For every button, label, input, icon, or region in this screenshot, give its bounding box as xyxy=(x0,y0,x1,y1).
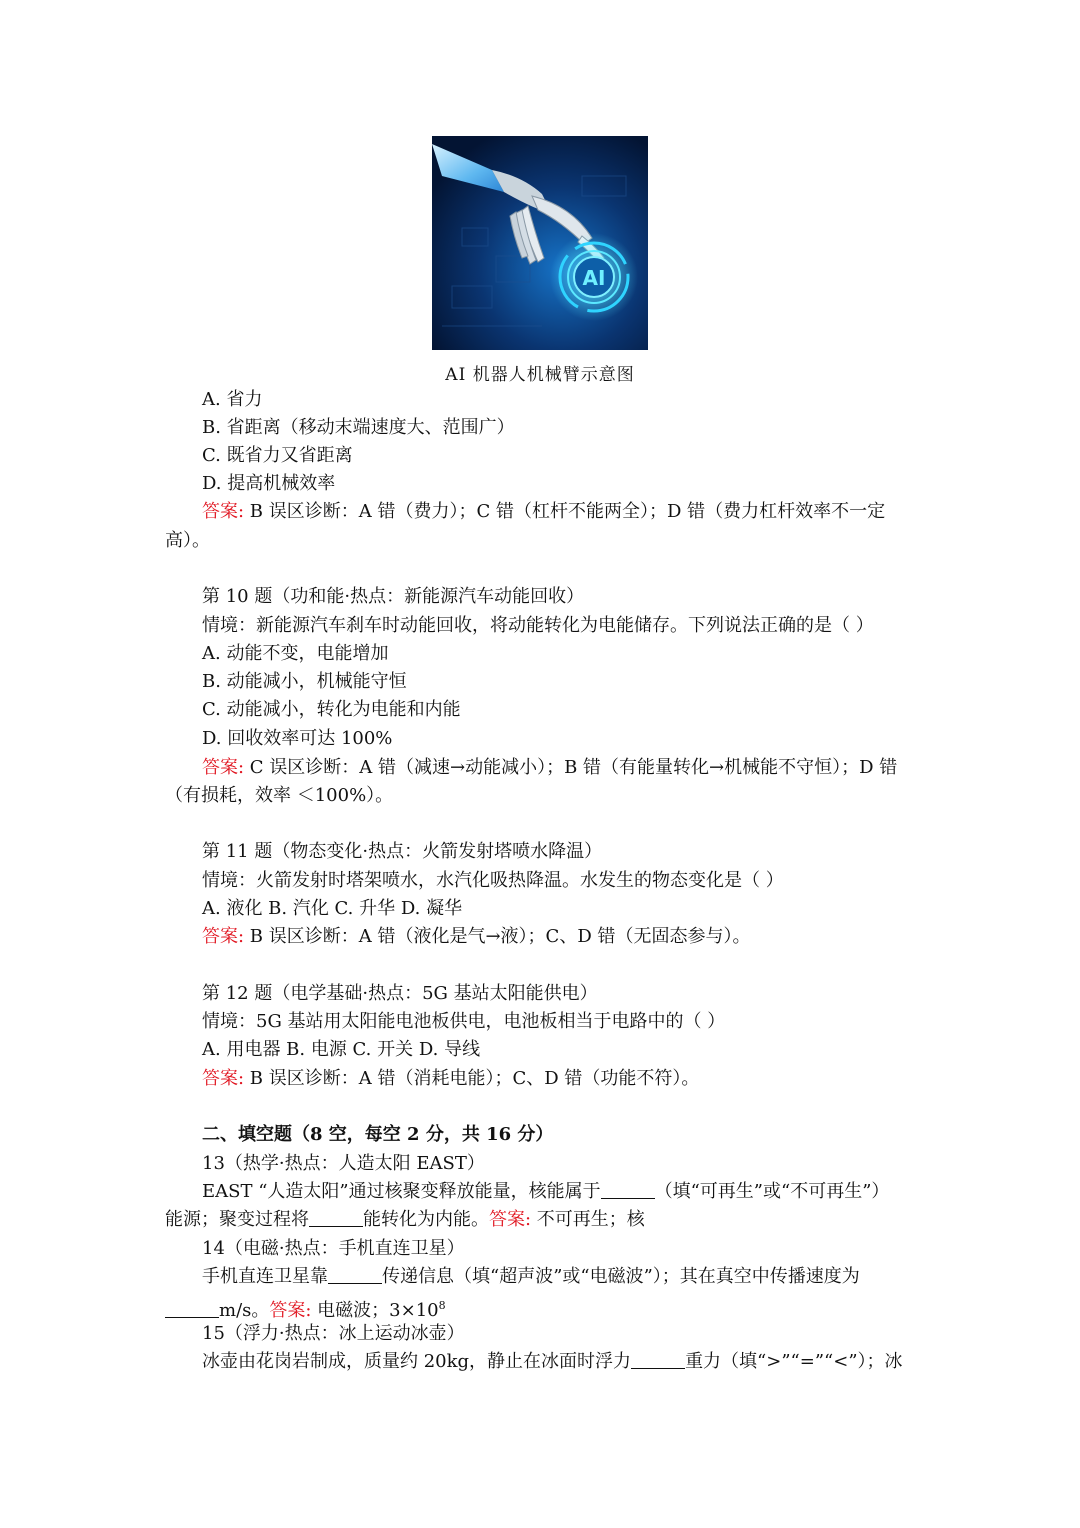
q9-option-b: B. 省距离（移动末端速度大、范围广） xyxy=(202,417,515,438)
q11-stem: 情境：火箭发射时塔架喷水，水汽化吸热降温。水发生的物态变化是（ ） xyxy=(202,870,784,891)
ai-badge-text: AI xyxy=(582,266,606,290)
q15-text: 重力（填“>”“=”“<”）；冰 xyxy=(685,1351,903,1372)
fill-blank xyxy=(328,1265,382,1284)
q9-option-d: D. 提高机械效率 xyxy=(202,473,336,494)
answer-label: 答案: xyxy=(202,757,245,778)
q10-option-a: A. 动能不变，电能增加 xyxy=(202,643,389,664)
q15-title: 15（浮力·热点：冰上运动冰壶） xyxy=(202,1323,465,1344)
q13-text: 能源；聚变过程将 xyxy=(165,1209,309,1230)
q14-title: 14（电磁·热点：手机直连卫星） xyxy=(202,1238,465,1259)
answer-label: 答案: xyxy=(202,1068,245,1089)
fill-blank xyxy=(601,1180,655,1199)
q10-title: 第 10 题（功和能·热点：新能源汽车动能回收） xyxy=(202,586,585,607)
q10-stem: 情境：新能源汽车刹车时动能回收，将动能转化为电能储存。下列说法正确的是（ ） xyxy=(202,615,874,636)
q14-text: m/s。 xyxy=(219,1300,270,1321)
q13-line-2 xyxy=(165,1206,645,1234)
q12-answer-text: B 误区诊断：A 错（消耗电能）；C、D 错（功能不符）。 xyxy=(244,1068,700,1089)
q13-title: 13（热学·热点：人造太阳 EAST） xyxy=(202,1153,485,1174)
q12-options: A. 用电器 B. 电源 C. 开关 D. 导线 xyxy=(202,1039,481,1060)
q11-answer-text: B 误区诊断：A 错（液化是气→液）；C、D 错（无固态参与）。 xyxy=(244,926,751,947)
q13-answer-text: 不可再生；核 xyxy=(531,1209,645,1230)
fill-blank xyxy=(631,1350,685,1369)
q10-option-c: C. 动能减小，转化为电能和内能 xyxy=(202,699,461,720)
q14-answer-text: 电磁波；3×10 xyxy=(311,1300,439,1321)
q12-stem: 情境：5G 基站用太阳能电池板供电，电池板相当于电路中的（ ） xyxy=(202,1011,726,1032)
answer-label: 答案: xyxy=(202,926,245,947)
q11-answer-line xyxy=(202,923,750,951)
q13-text: EAST “人造太阳”通过核聚变释放能量，核能属于 xyxy=(202,1181,601,1202)
q9-option-c: C. 既省力又省距离 xyxy=(202,445,353,466)
q9-answer-line-1 xyxy=(202,498,885,526)
section-heading-fill-in: 二、填空题（8 空，每空 2 分，共 16 分） xyxy=(202,1124,554,1145)
q15-line-1 xyxy=(202,1348,903,1376)
ai-robot-hand-image xyxy=(432,136,648,350)
q10-option-d: D. 回收效率可达 100% xyxy=(202,728,393,749)
q13-text: 能转化为内能。 xyxy=(363,1209,489,1230)
q14-line-1 xyxy=(202,1263,860,1291)
q12-answer-line xyxy=(202,1065,699,1093)
q10-option-b: B. 动能减小，机械能守恒 xyxy=(202,671,407,692)
q12-title: 第 12 题（电学基础·热点：5G 基站太阳能供电） xyxy=(202,983,598,1004)
q14-answer-exponent: 8 xyxy=(438,1299,446,1312)
figure-caption: AI 机器人机械臂示意图 xyxy=(445,365,635,385)
answer-label: 答案: xyxy=(489,1209,532,1230)
q10-answer-line-1 xyxy=(202,754,897,782)
q10-answer-text: C 误区诊断：A 错（减速→动能减小）；B 错（有能量转化→机械能不守恒）；D 错 xyxy=(244,757,898,778)
q14-text: 手机直连卫星靠 xyxy=(202,1266,328,1287)
q9-answer-text: B 误区诊断：A 错（费力）；C 错（杠杆不能两全）；D 错（费力杠杆效率不一定 xyxy=(244,501,886,522)
answer-label: 答案: xyxy=(269,1300,312,1321)
fill-blank xyxy=(309,1208,363,1227)
fill-blank xyxy=(165,1299,219,1318)
q9-option-a: A. 省力 xyxy=(202,389,263,410)
q15-text: 冰壶由花岗岩制成，质量约 20kg，静止在冰面时浮力 xyxy=(202,1351,632,1372)
q14-text: 传递信息（填“超声波”或“电磁波”）；其在真空中传播速度为 xyxy=(382,1266,860,1287)
q13-text: （填“可再生”或“不可再生”） xyxy=(654,1181,890,1202)
q13-line-1 xyxy=(202,1178,889,1206)
q9-answer-line-2: 高）。 xyxy=(165,530,210,551)
q11-title: 第 11 题（物态变化·热点：火箭发射塔喷水降温） xyxy=(202,841,603,862)
q10-answer-line-2: （有损耗，效率 ＜100%）。 xyxy=(165,785,394,806)
answer-label: 答案: xyxy=(202,501,245,522)
q11-options: A. 液化 B. 汽化 C. 升华 D. 凝华 xyxy=(202,898,463,919)
